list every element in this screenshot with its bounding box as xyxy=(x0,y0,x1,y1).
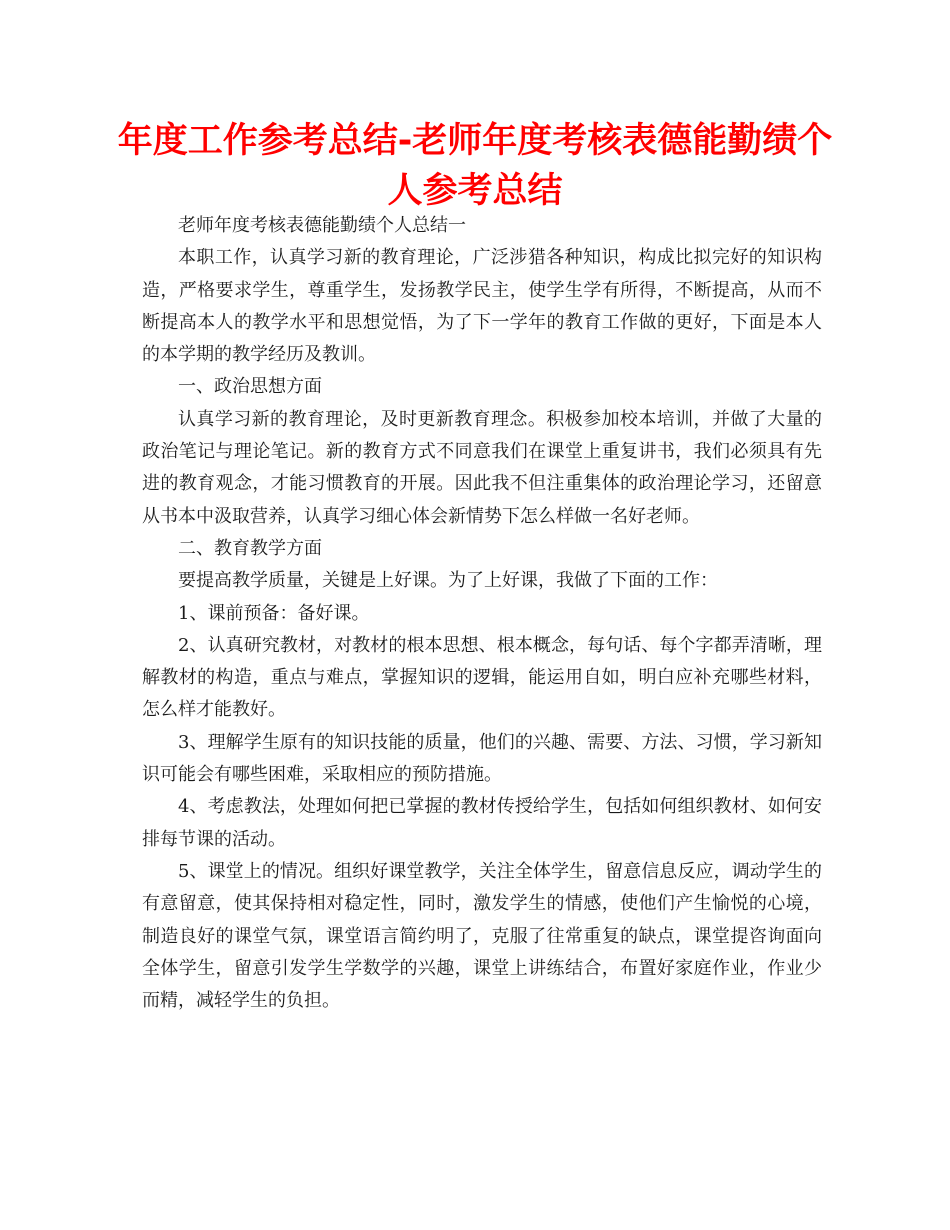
list-item: 1、课前预备：备好课。 xyxy=(178,602,370,624)
paragraph: 本职工作，认真学习新的教育理论，广泛涉猎各种知识，构成比拟完好的知识构造，严格要求学生，尊重学生，发扬教学民主，使学生学有所得，不断提高，从而不断提高本人的教学水平和思想觉悟，为了下一学年的教育工作做的更好，下面是本人的本学期的教学经历及教训。 xyxy=(142,247,822,366)
document-title: 年度工作参考总结-老师年度考核表德能勤绩个人参考总结 xyxy=(117,121,833,211)
section-heading: 一、政治思想方面 xyxy=(178,376,322,398)
list-item: 2、认真研究教材，对教材的根本思想、根本概念，每句话、每个字都弄清晰，理解教材的构造，重点与难点，掌握知识的逻辑，能运用自如，明白应补充哪些材料，怎么样才能教好。 xyxy=(142,634,822,721)
list-item: 5、课堂上的情况。组织好课堂教学，关注全体学生，留意信息反应，调动学生的有意留意，使其保持相对稳定性，同时，激发学生的情感，使他们产生愉悦的心境，制造良好的课堂气氛，课堂语言简约明了，克服了往常重复的缺点，课堂提咨询面向全体学生，留意引发学生学数学的兴趣，课堂上讲练结合，布置好家庭作业，作业少而精，减轻学生的负担。 xyxy=(142,860,822,1012)
document-body xyxy=(142,210,822,1017)
paragraph: 认真学习新的教育理论，及时更新教育理念。积极参加校本培训，并做了大量的政治笔记与理论笔记。新的教育方式不同意我们在课堂上重复讲书，我们必须具有先进的教育观念，才能习惯教育的开展。因此我不但注重集体的政治理论学习，还留意从书本中汲取营养，认真学习细心体会新情势下怎么样做一名好老师。 xyxy=(142,408,822,527)
list-item: 3、理解学生原有的知识技能的质量，他们的兴趣、需要、方法、习惯，学习新知识可能会有哪些困难，采取相应的预防措施。 xyxy=(142,731,822,786)
section-heading: 二、教育教学方面 xyxy=(178,537,322,559)
section-heading: 老师年度考核表德能勤绩个人总结一 xyxy=(178,215,466,236)
list-item: 4、考虑教法，处理如何把已掌握的教材传授给学生，包括如何组织教材、如何安排每节课的活动。 xyxy=(142,796,822,850)
paragraph: 要提高教学质量，关键是上好课。为了上好课，我做了下面的工作： xyxy=(178,570,718,592)
